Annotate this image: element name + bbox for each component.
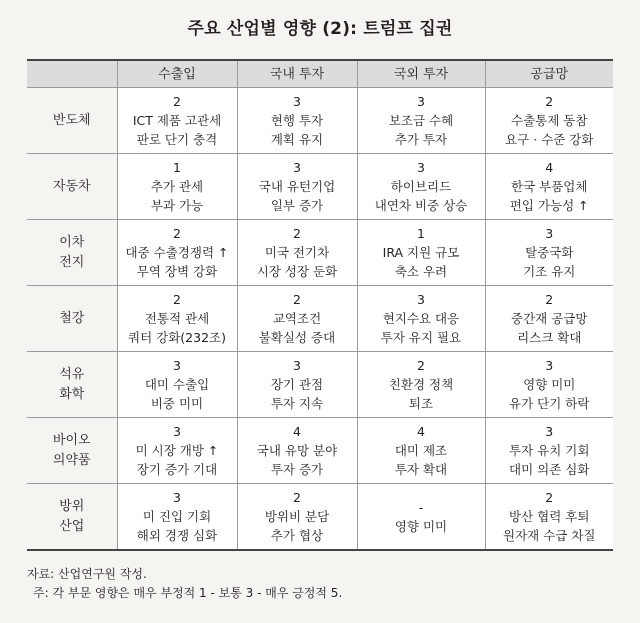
impact-description: 하이브리드	[390, 179, 452, 194]
impact-score: 3	[173, 490, 181, 505]
impact-score: 1	[417, 226, 425, 241]
impact-description: 미 진입 기회	[142, 509, 212, 524]
impact-description: 친환경 정책	[388, 377, 454, 392]
impact-cell	[357, 352, 485, 418]
header-row	[27, 60, 613, 88]
impact-score: 4	[293, 424, 301, 439]
table-row	[27, 220, 613, 286]
row-industry-label	[27, 352, 117, 418]
impact-cell	[237, 352, 357, 418]
impact-description: 일부 증가	[270, 198, 324, 213]
impact-description: 대미 수출입	[144, 377, 210, 392]
impact-cell	[485, 154, 613, 220]
impact-description: 비중 미미	[150, 396, 204, 411]
industry-label-line: 방위	[59, 498, 85, 514]
impact-cell	[117, 484, 237, 551]
impact-description: 해외 경쟁 심화	[136, 528, 218, 543]
impact-cell	[357, 154, 485, 220]
impact-cell	[485, 484, 613, 551]
impact-cell	[117, 418, 237, 484]
impact-score: 2	[545, 490, 554, 505]
impact-description: 영향 미미	[523, 377, 576, 392]
table-row	[27, 418, 613, 484]
impact-score: 2	[173, 292, 181, 307]
impact-cell	[117, 154, 237, 220]
impact-cell	[237, 88, 357, 154]
impact-description: 장기 관점	[270, 377, 324, 392]
impact-score: 2	[293, 490, 301, 505]
impact-score: 3	[293, 358, 301, 373]
impact-cell	[485, 352, 613, 418]
row-industry-label	[27, 154, 117, 220]
scale-footnote: 주: 각 부문 영향은 매우 부정적 1 - 보통 3 - 매우 긍정적 5.	[33, 586, 343, 600]
impact-score: 2	[173, 94, 181, 109]
impact-description: 탈중국화	[525, 245, 574, 260]
table-row	[27, 484, 613, 551]
impact-score: 3	[173, 358, 181, 373]
industry-label-line: 전지	[59, 254, 85, 270]
impact-description: 추가 협상	[270, 528, 324, 543]
impact-description: 수출통제 동참	[511, 113, 588, 128]
industry-label-line: 화학	[59, 386, 85, 402]
impact-score: 4	[417, 424, 425, 439]
row-industry-label	[27, 220, 117, 286]
row-industry-label	[27, 418, 117, 484]
impact-description: 방위비 분담	[264, 509, 330, 524]
impact-cell	[117, 352, 237, 418]
impact-cell	[237, 418, 357, 484]
impact-cell	[485, 418, 613, 484]
impact-description: 투자 유지 필요	[380, 330, 462, 345]
table-row	[27, 286, 613, 352]
impact-description: 부과 가능	[150, 198, 204, 213]
impact-score: 3	[545, 226, 554, 241]
impact-cell	[117, 220, 237, 286]
impact-score: 2	[293, 226, 301, 241]
impact-score: 3	[293, 160, 301, 175]
industry-label-line: 의약품	[52, 452, 91, 468]
impact-cell	[237, 286, 357, 352]
header-corner	[27, 60, 117, 88]
impact-description: 한국 부품업체	[511, 179, 588, 194]
impact-description: 퇴조	[408, 396, 434, 411]
row-industry-label	[27, 88, 117, 154]
row-industry-label	[27, 484, 117, 551]
impact-description: 유가 단기 하락	[509, 396, 590, 411]
header-overseas-investment: 국외 투자	[357, 60, 485, 88]
impact-description: 교역조건	[272, 311, 322, 326]
row-industry-label	[27, 286, 117, 352]
impact-description: 투자 지속	[270, 396, 324, 411]
table-row	[27, 352, 613, 418]
impact-description: 원자재 수급 차질	[503, 528, 596, 543]
impact-cell	[117, 88, 237, 154]
impact-score: 3	[417, 292, 425, 307]
impact-description: 영향 미미	[394, 518, 448, 534]
impact-description: 추가 투자	[394, 132, 448, 147]
impact-description: 시장 성장 둔화	[256, 264, 338, 279]
impact-score: 3	[417, 94, 425, 109]
impact-description: 중간재 공급망	[511, 311, 588, 326]
impact-score: 3	[417, 160, 425, 175]
impact-score: 2	[545, 94, 554, 109]
impact-description: 계획 유지	[270, 132, 324, 147]
impact-cell	[485, 286, 613, 352]
impact-score: 2	[173, 226, 181, 241]
impact-description: 투자 유치 기회	[509, 443, 590, 458]
impact-cell	[237, 220, 357, 286]
impact-cell	[237, 484, 357, 551]
industry-label-line: 철강	[59, 310, 85, 326]
header-export-import: 수출입	[117, 60, 237, 88]
impact-description: ICT 제품 고관세	[132, 113, 222, 128]
impact-cell	[357, 418, 485, 484]
impact-description: 현지수요 대응	[382, 311, 460, 326]
impact-description: 국내 유턴기업	[258, 179, 336, 194]
impact-description: 보조금 수혜	[388, 113, 454, 128]
impact-description: 현행 투자	[270, 113, 324, 128]
industry-label-line: 자동차	[52, 178, 91, 194]
table-title: 주요 산업별 영향 (2): 트럼프 집권	[187, 19, 453, 39]
impact-score: 3	[545, 358, 554, 373]
impact-description: 대미 제조	[394, 443, 448, 458]
impact-description: 기조 유지	[523, 264, 576, 279]
impact-score: 2	[417, 358, 425, 373]
impact-cell	[237, 154, 357, 220]
industry-label-line: 산업	[59, 518, 85, 534]
impact-description: 장기 증가 기대	[136, 462, 218, 477]
impact-description: 투자 확대	[394, 462, 448, 477]
industry-label-line: 이차	[59, 234, 85, 250]
impact-cell	[357, 286, 485, 352]
impact-score: 3	[293, 94, 301, 109]
impact-cell	[117, 286, 237, 352]
impact-description: 미 시장 개방 ↑	[135, 443, 219, 458]
impact-score: 4	[545, 160, 554, 175]
header-supply-chain: 공급망	[485, 60, 613, 88]
impact-score: 2	[293, 292, 301, 307]
table-row	[27, 154, 613, 220]
table-notes	[27, 565, 342, 603]
impact-description: 국내 유망 분야	[256, 443, 338, 458]
impact-score: 3	[173, 424, 181, 439]
impact-description: 리스크 확대	[517, 330, 582, 345]
impact-cell	[485, 88, 613, 154]
impact-description: 판로 단기 충격	[136, 132, 218, 147]
industry-label-line: 석유	[59, 366, 85, 382]
impact-cell	[485, 220, 613, 286]
header-domestic-investment: 국내 투자	[237, 60, 357, 88]
impact-description: 전통적 관세	[144, 311, 210, 326]
impact-score: 2	[545, 292, 554, 307]
impact-score: 3	[545, 424, 554, 439]
impact-description: 축소 우려	[394, 264, 448, 279]
impact-cell	[357, 484, 485, 551]
impact-description: 추가 관세	[150, 179, 204, 194]
impact-description: 쿼터 강화(232조)	[128, 330, 226, 345]
source-note: 자료: 산업연구원 작성.	[27, 567, 147, 581]
impact-description: 미국 전기차	[264, 245, 330, 260]
industry-label-line: 바이오	[52, 432, 91, 448]
impact-description: 대중 수출경쟁력 ↑	[125, 245, 229, 260]
industry-label-line: 반도체	[52, 112, 91, 128]
impact-description: 편입 가능성 ↑	[509, 198, 589, 213]
impact-description: 불확실성 증대	[258, 330, 336, 345]
impact-score: 1	[173, 160, 181, 175]
impact-cell	[357, 88, 485, 154]
table-row	[27, 88, 613, 154]
impact-description: IRA 지원 규모	[382, 245, 460, 260]
impact-description: 대미 의존 심화	[509, 462, 590, 477]
impact-description: 무역 장벽 강화	[136, 264, 218, 279]
impact-table	[27, 59, 613, 551]
impact-description: 방산 협력 후퇴	[509, 509, 590, 524]
impact-score: -	[418, 499, 424, 515]
impact-description: 투자 증가	[270, 462, 324, 477]
impact-cell	[357, 220, 485, 286]
impact-description: 요구 · 수준 강화	[505, 132, 594, 147]
impact-description: 내연차 비중 상승	[374, 198, 468, 213]
